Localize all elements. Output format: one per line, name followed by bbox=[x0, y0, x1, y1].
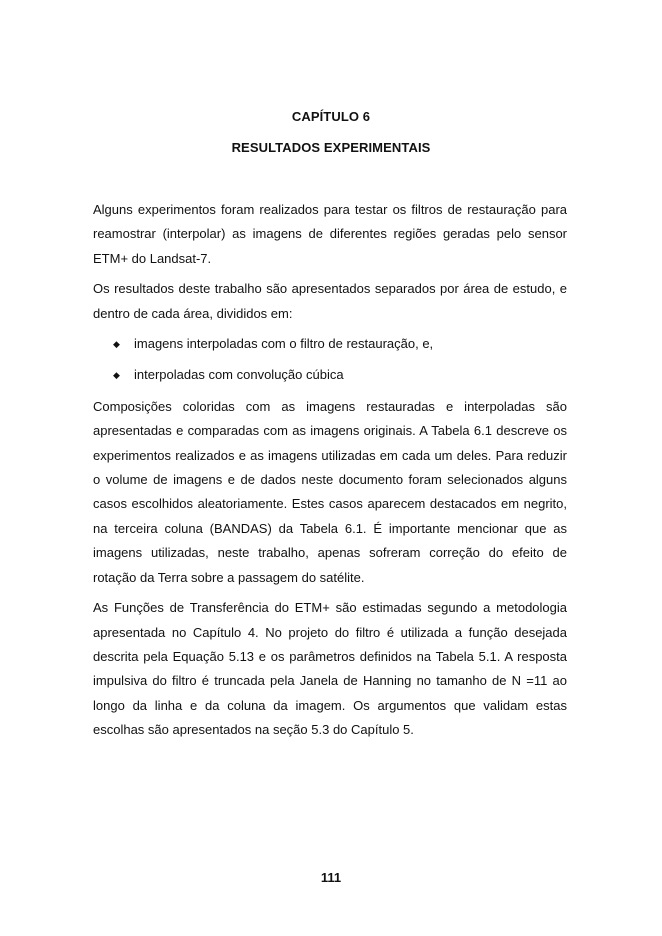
chapter-label: CAPÍTULO 6 bbox=[291, 109, 371, 124]
list-item bbox=[93, 363, 567, 387]
paragraph-compositions: Composições coloridas com as imagens restauradas e interpoladas são apresentadas e comparadas com as imagens originais. A Tabela 6.1 descreve os experimentos realizados e as imagens utilizadas em cada um deles. Para reduzir o volume de imagens e de dados neste documento foram selecionados alguns casos escolhidos aleatoriamente. Estes casos aparecem destacados em negrito, na terceira coluna (BANDAS) da Tabela 6.1. É importante mencionar que as imagens utilizadas, neste trabalho, apenas sofreram correção do efeito de rotação da Terra sobre a passagem do satélite. bbox=[93, 398, 567, 585]
paragraph-transfer-functions: As Funções de Transferência do ETM+ são estimadas segundo a metodologia apresentada no Capítulo 4. No projeto do filtro é utilizada a função desejada descrita pela Equação 5.13 e os parâmetros definidos na Tabela 5.1. A resposta impulsiva do filtro é truncada pela Janela de Hanning no tamanho de N =11 ao longo da linha e da coluna da imagem. Os argumentos que validam estas escolhas são apresentados na seção 5.3 do Capítulo 5. bbox=[93, 600, 567, 738]
paragraph-results: Os resultados deste trabalho são apresentados separados por área de estudo, e dentro de cada área, divididos em: bbox=[93, 281, 567, 321]
body-text bbox=[93, 198, 567, 749]
bullet-icon: ◆ bbox=[113, 339, 120, 350]
bullet-icon: ◆ bbox=[113, 370, 120, 381]
list-item bbox=[93, 332, 567, 356]
list-item-text: imagens interpoladas com o filtro de restauração, e, bbox=[134, 336, 434, 352]
paragraph-intro: Alguns experimentos foram realizados para testar os filtros de restauração para reamostrar (interpolar) as imagens de diferentes regiões geradas pelo sensor ETM+ do Landsat-7. bbox=[93, 202, 567, 266]
page-number: 111 bbox=[320, 870, 342, 885]
bullet-list bbox=[93, 332, 567, 388]
list-item-text: interpoladas com convolução cúbica bbox=[134, 367, 344, 383]
chapter-title: RESULTADOS EXPERIMENTAIS bbox=[231, 140, 431, 155]
